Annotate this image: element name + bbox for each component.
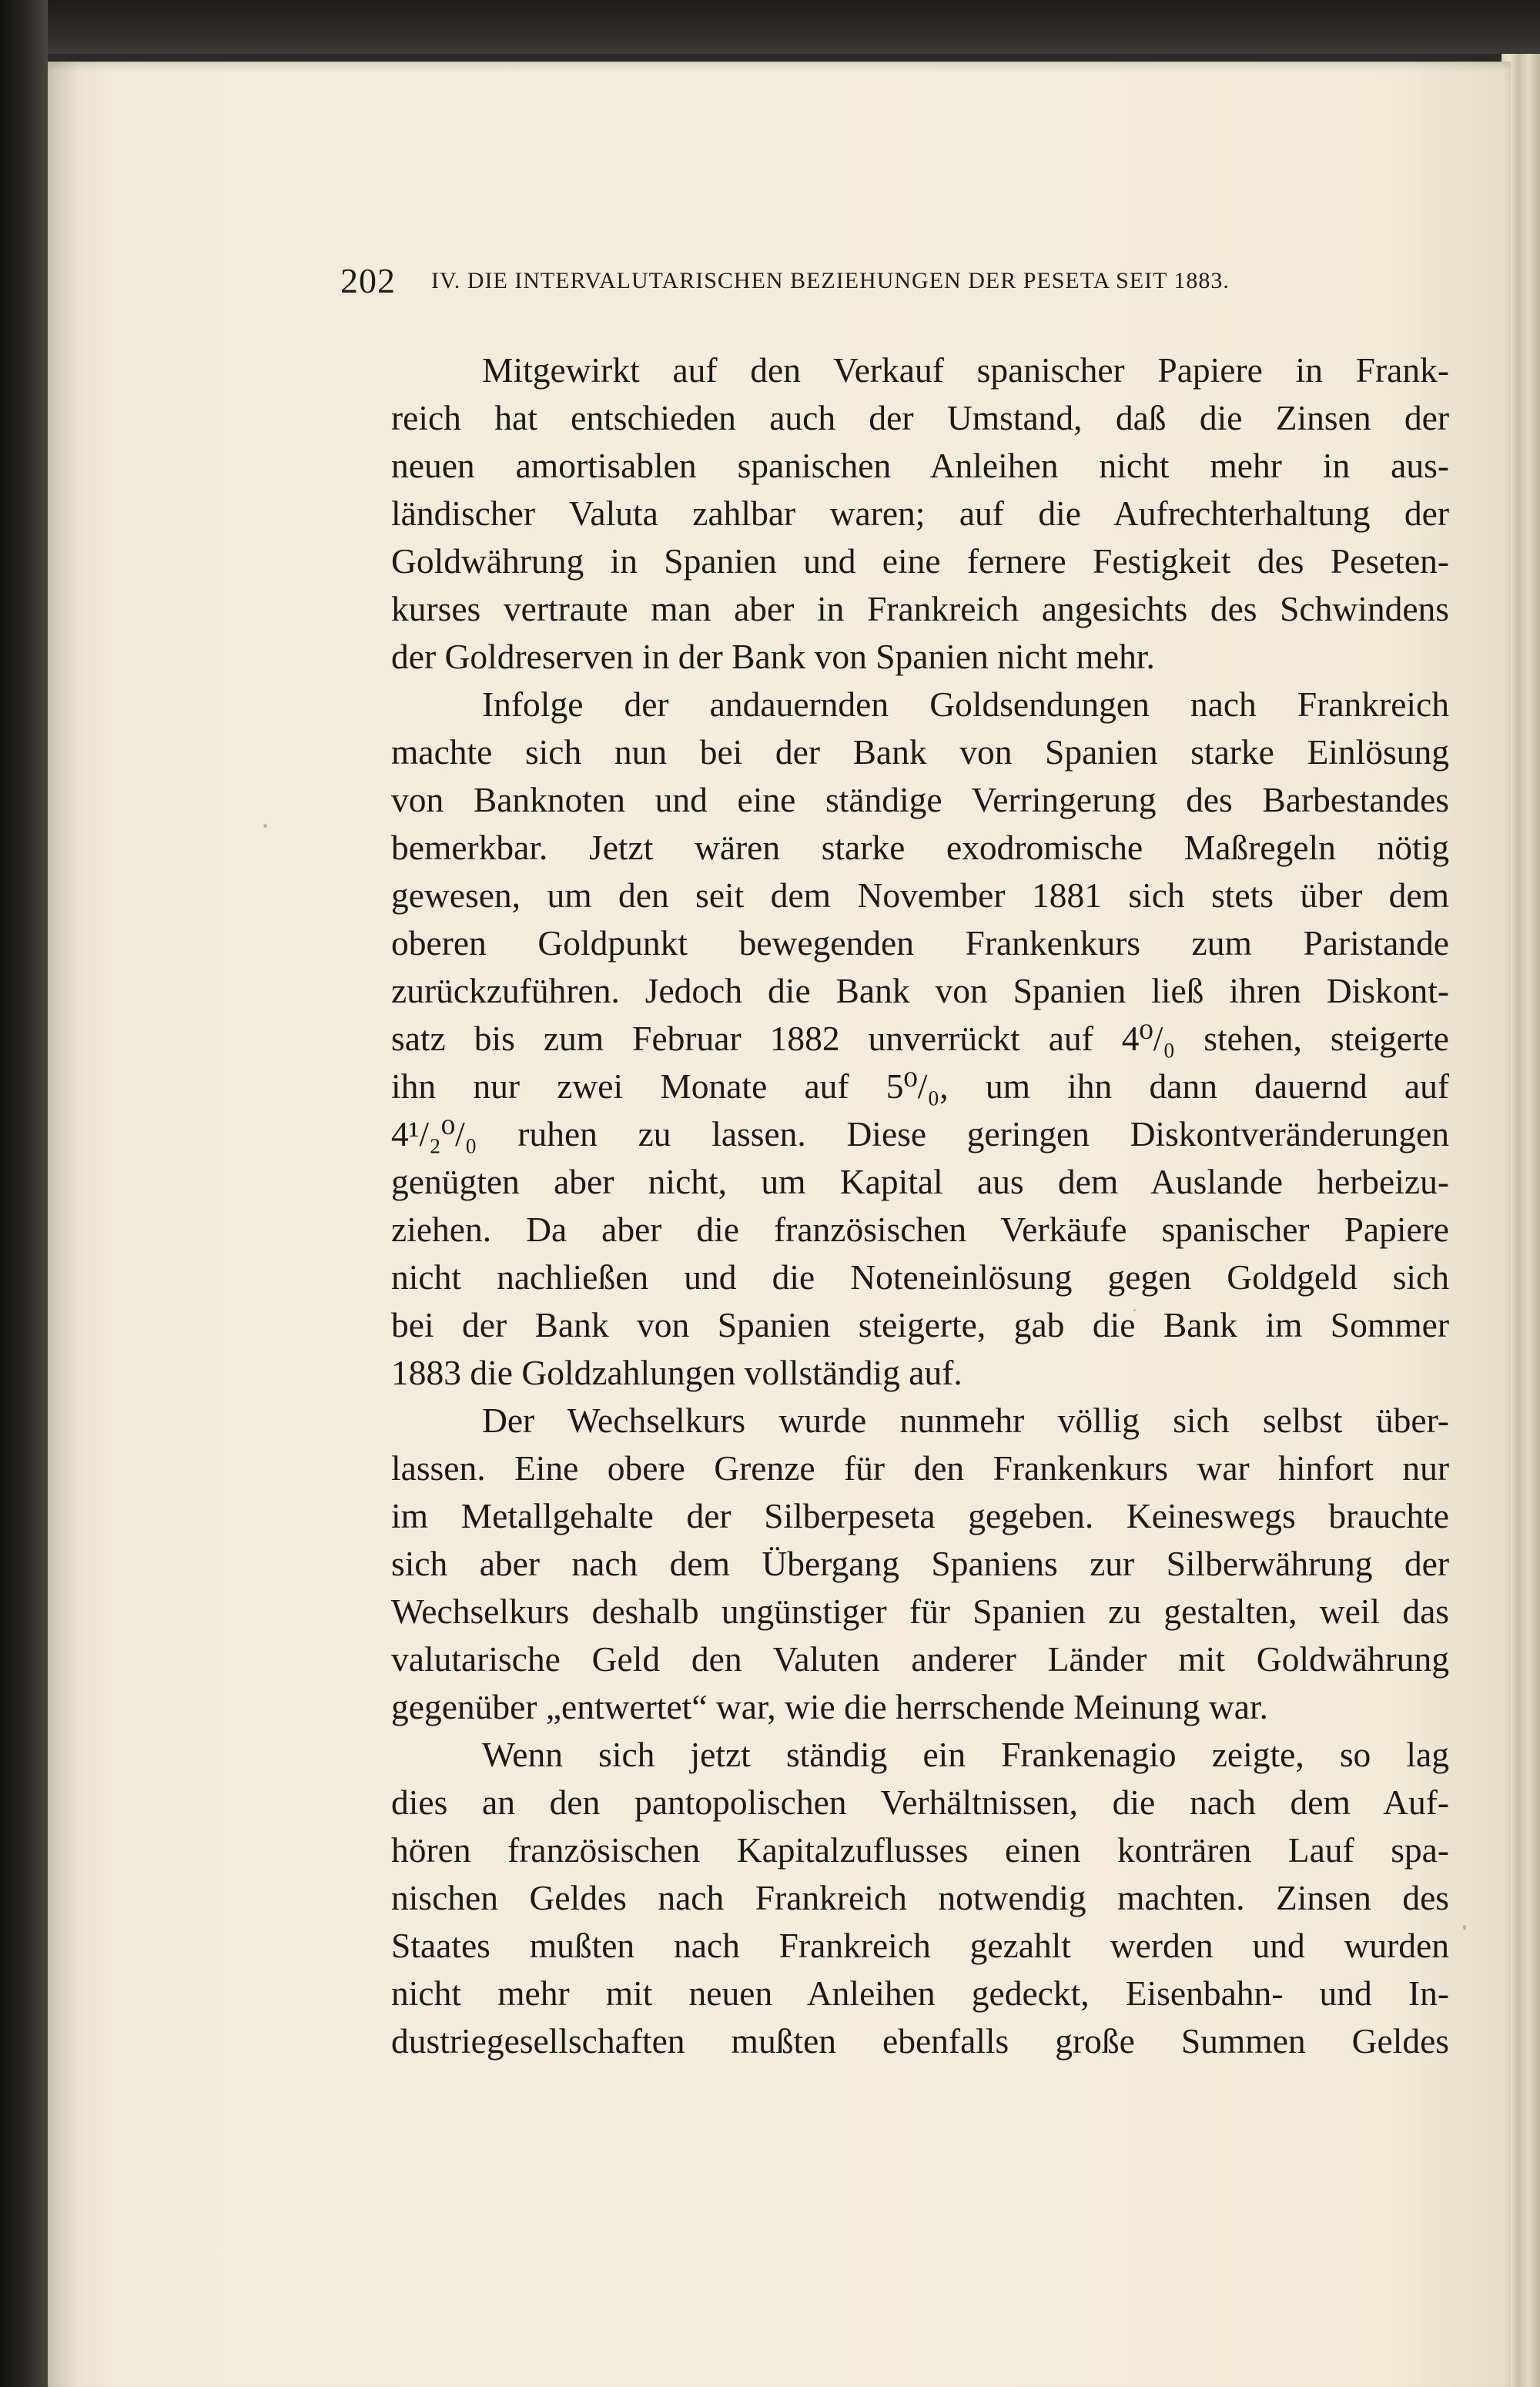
text-line: Wenn sich jetzt ständig ein Frankenagio zeigte, so lag <box>482 1735 1449 1774</box>
text-line: der Goldreserven in der Bank von Spanien nicht mehr. <box>391 637 1155 676</box>
paper-speck <box>263 824 267 828</box>
text-line: gegenüber „entwertet“ war, wie die herrschende Meinung war. <box>391 1687 1268 1726</box>
text-line: Infolge der andauernden Goldsendungen nach Frankreich <box>482 685 1449 724</box>
text-line: im Metallgehalte der Silberpeseta gegeben. Keineswegs brauchte <box>391 1496 1449 1535</box>
gutter-shadow <box>48 62 79 2387</box>
text-line: bei der Bank von Spanien steigerte, gab die Bank im Sommer <box>391 1305 1449 1344</box>
text-line: kurses vertraute man aber in Frankreich angesichts des Schwindens <box>391 589 1449 628</box>
text-line: dustriegesellschaften mußten ebenfalls große Summen Geldes <box>391 2021 1449 2061</box>
text-line: dies an den pantopolischen Verhältnissen, die nach dem Auf- <box>391 1783 1449 1822</box>
text-line: satz bis zum Februar 1882 unverrückt auf 4⁰/₀ stehen, steigerte <box>391 1019 1449 1058</box>
page-body-text <box>391 346 1449 2065</box>
paragraph <box>391 346 1449 681</box>
text-line: lassen. Eine obere Grenze für den Frankenkurs war hinfort nur <box>391 1448 1449 1488</box>
text-line: valutarische Geld den Valuten anderer Länder mit Goldwährung <box>391 1639 1449 1679</box>
chapter-header-title: IV. DIE INTERVALUTARISCHEN BEZIEHUNGEN DER PESETA SEIT 1883. <box>431 268 1230 293</box>
text-line: bemerkbar. Jetzt wären starke exodromische Maßregeln nötig <box>391 828 1449 867</box>
text-line: sich aber nach dem Übergang Spaniens zur Silberwährung der <box>391 1544 1449 1583</box>
text-line: Goldwährung in Spanien und eine fernere Festigkeit des Peseten- <box>391 541 1449 581</box>
text-line: hören französischen Kapitalzuflusses einen konträren Lauf spa- <box>391 1830 1449 1870</box>
text-line: nischen Geldes nach Frankreich notwendig machten. Zinsen des <box>391 1878 1449 1917</box>
text-line: zurückzuführen. Jedoch die Bank von Spanien ließ ihren Diskont- <box>391 971 1449 1010</box>
text-line: ihn nur zwei Monate auf 5⁰/₀, um ihn dann dauernd auf <box>391 1066 1449 1106</box>
text-line: Mitgewirkt auf den Verkauf spanischer Papiere in Frank- <box>482 350 1449 390</box>
text-line: genügten aber nicht, um Kapital aus dem Auslande herbeizu- <box>391 1162 1449 1201</box>
text-line: Staates mußten nach Frankreich gezahlt werden und wurden <box>391 1926 1449 1965</box>
text-line: von Banknoten und eine ständige Verringerung des Barbestandes <box>391 780 1449 819</box>
paragraph <box>391 1731 1449 2065</box>
scan-background-left <box>0 0 48 2387</box>
text-line: reich hat entschieden auch der Umstand, daß die Zinsen der <box>391 398 1449 437</box>
text-line: nicht mehr mit neuen Anleihen gedeckt, Eisenbahn- und In- <box>391 1974 1449 2013</box>
text-line: ziehen. Da aber die französischen Verkäufe spanischer Papiere <box>391 1210 1449 1249</box>
text-line: nicht nachließen und die Noteneinlösung gegen Goldgeld sich <box>391 1257 1449 1297</box>
text-line: machte sich nun bei der Bank von Spanien starke Einlösung <box>391 732 1449 772</box>
text-line: gewesen, um den seit dem November 1881 sich stets über dem <box>391 875 1449 915</box>
scan-background-top <box>0 0 1540 54</box>
text-line: 4¹/₂⁰/₀ ruhen zu lassen. Diese geringen Diskontveränderungen <box>391 1114 1449 1153</box>
text-line: Der Wechselkurs wurde nunmehr völlig sich selbst über- <box>482 1401 1449 1440</box>
text-line: neuen amortisablen spanischen Anleihen nicht mehr in aus- <box>391 446 1449 485</box>
running-head <box>340 260 1449 314</box>
paper-speck <box>1463 1925 1466 1930</box>
text-line: 1883 die Goldzahlungen vollständig auf. <box>391 1353 962 1392</box>
text-line: ländischer Valuta zahlbar waren; auf die Aufrechterhaltung der <box>391 494 1449 533</box>
paragraph <box>391 1397 1449 1731</box>
page-number: 202 <box>340 261 396 300</box>
text-line: oberen Goldpunkt bewegenden Frankenkurs zum Paristande <box>391 923 1449 962</box>
paragraph <box>391 681 1449 1397</box>
text-line: Wechselkurs deshalb ungünstiger für Spanien zu gestalten, weil das <box>391 1592 1449 1631</box>
